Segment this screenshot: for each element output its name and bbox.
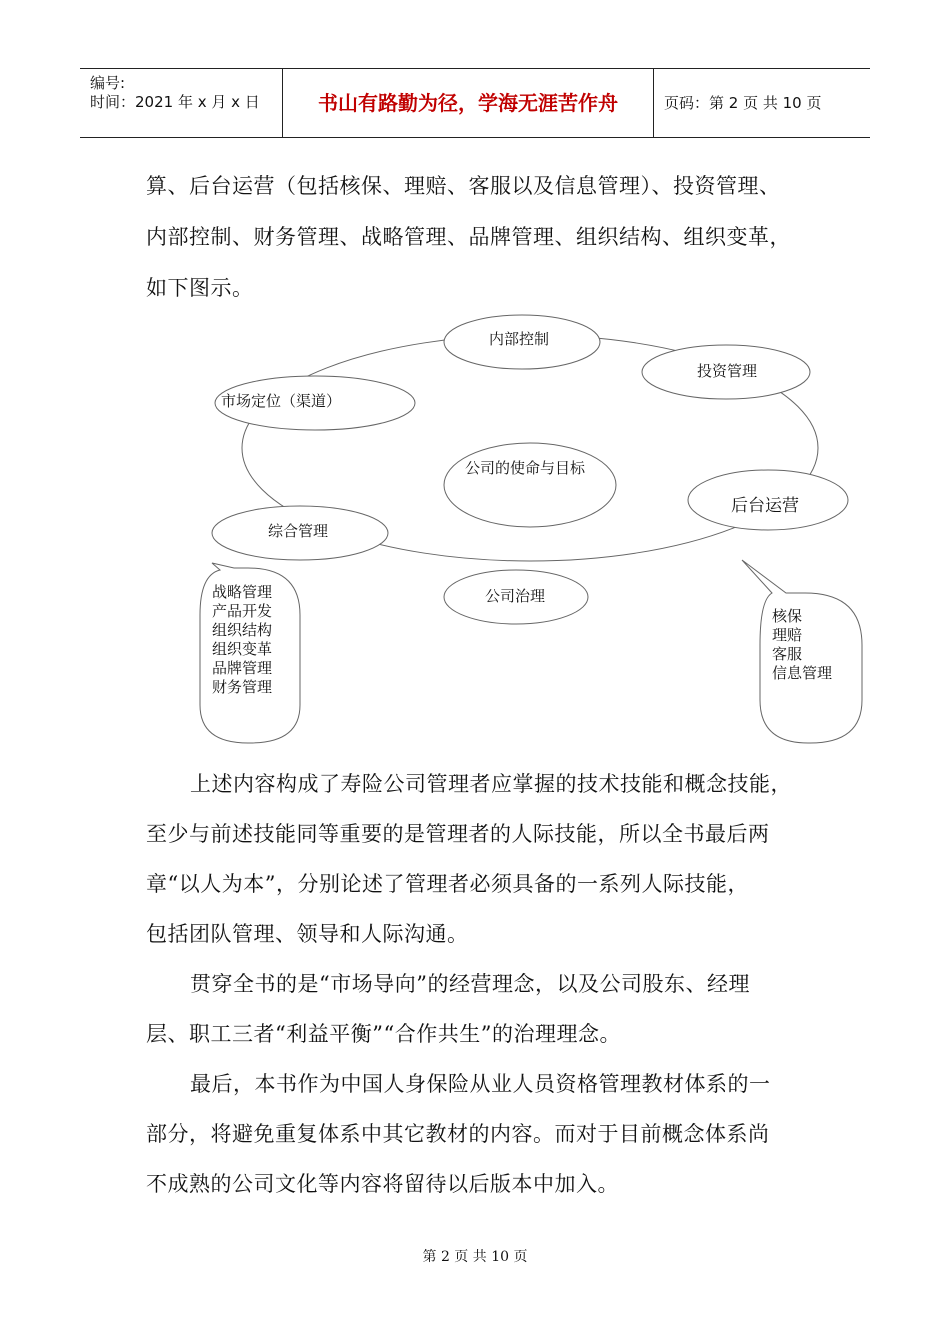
paragraph-line: 上述内容构成了寿险公司管理者应掌握的技术技能和概念技能， bbox=[190, 772, 792, 796]
label-investment: 投资管理 bbox=[697, 362, 758, 380]
right-box-item: 信息管理 bbox=[772, 664, 833, 682]
left-box-item: 组织变革 bbox=[212, 640, 273, 658]
node-center bbox=[444, 443, 616, 527]
right-box-item: 客服 bbox=[772, 645, 803, 663]
paragraph-line: 章“以人为本”，分别论述了管理者必须具备的一系列人际技能， bbox=[146, 872, 749, 896]
paragraph-line: 部分，将避免重复体系中其它教材的内容。而对于目前概念体系尚 bbox=[146, 1122, 770, 1146]
left-box-item: 战略管理 bbox=[212, 583, 273, 601]
number-label: 编号: bbox=[90, 74, 126, 92]
label-comprehensive: 综合管理 bbox=[268, 522, 329, 540]
page-footer: 第 2 页 共 10 页 bbox=[422, 1249, 528, 1265]
left-box-item: 产品开发 bbox=[212, 602, 273, 620]
paragraph-line: 贯穿全书的是“市场导向”的经营理念，以及公司股东、经理 bbox=[190, 972, 750, 996]
left-box-item: 组织结构 bbox=[212, 621, 273, 639]
intro-line: 算、后台运营（包括核保、理赔、客服以及信息管理）、投资管理、 bbox=[146, 174, 781, 198]
motto: 书山有路勤为径，学海无涯苦作舟 bbox=[283, 69, 654, 137]
header-meta-cell bbox=[80, 69, 283, 137]
paragraph-line: 包括团队管理、领导和人际沟通。 bbox=[146, 922, 469, 946]
intro-line: 如下图示。 bbox=[146, 276, 254, 300]
page-header bbox=[80, 68, 870, 138]
label-back-office: 后台运营 bbox=[731, 496, 799, 516]
label-internal-control: 内部控制 bbox=[489, 330, 550, 348]
left-box-item: 财务管理 bbox=[212, 678, 273, 696]
paragraph-line: 至少与前述技能同等重要的是管理者的人际技能，所以全书最后两 bbox=[146, 822, 770, 846]
label-center: 公司的使命与目标 bbox=[465, 459, 586, 477]
left-callout-text bbox=[212, 583, 272, 697]
intro-line: 内部控制、财务管理、战略管理、品牌管理、组织结构、组织变革， bbox=[146, 225, 791, 249]
time-label: 时间：2021 年 x 月 x 日 bbox=[90, 93, 260, 111]
right-callout-text bbox=[772, 607, 832, 683]
left-box-item: 品牌管理 bbox=[212, 659, 273, 677]
paragraph-line: 不成熟的公司文化等内容将留待以后版本中加入。 bbox=[146, 1172, 619, 1196]
label-market-positioning: 市场定位（渠道） bbox=[221, 392, 342, 410]
right-box-item: 理赔 bbox=[772, 626, 803, 644]
management-diagram bbox=[190, 305, 870, 750]
page-info: 页码：第 2 页 共 10 页 bbox=[664, 94, 822, 112]
paragraph-line: 层、职工三者“利益平衡”“合作共生”的治理理念。 bbox=[146, 1022, 621, 1046]
paragraph-line: 最后，本书作为中国人身保险从业人员资格管理教材体系的一 bbox=[190, 1072, 771, 1096]
label-governance: 公司治理 bbox=[485, 587, 546, 605]
right-box-item: 核保 bbox=[772, 607, 803, 625]
